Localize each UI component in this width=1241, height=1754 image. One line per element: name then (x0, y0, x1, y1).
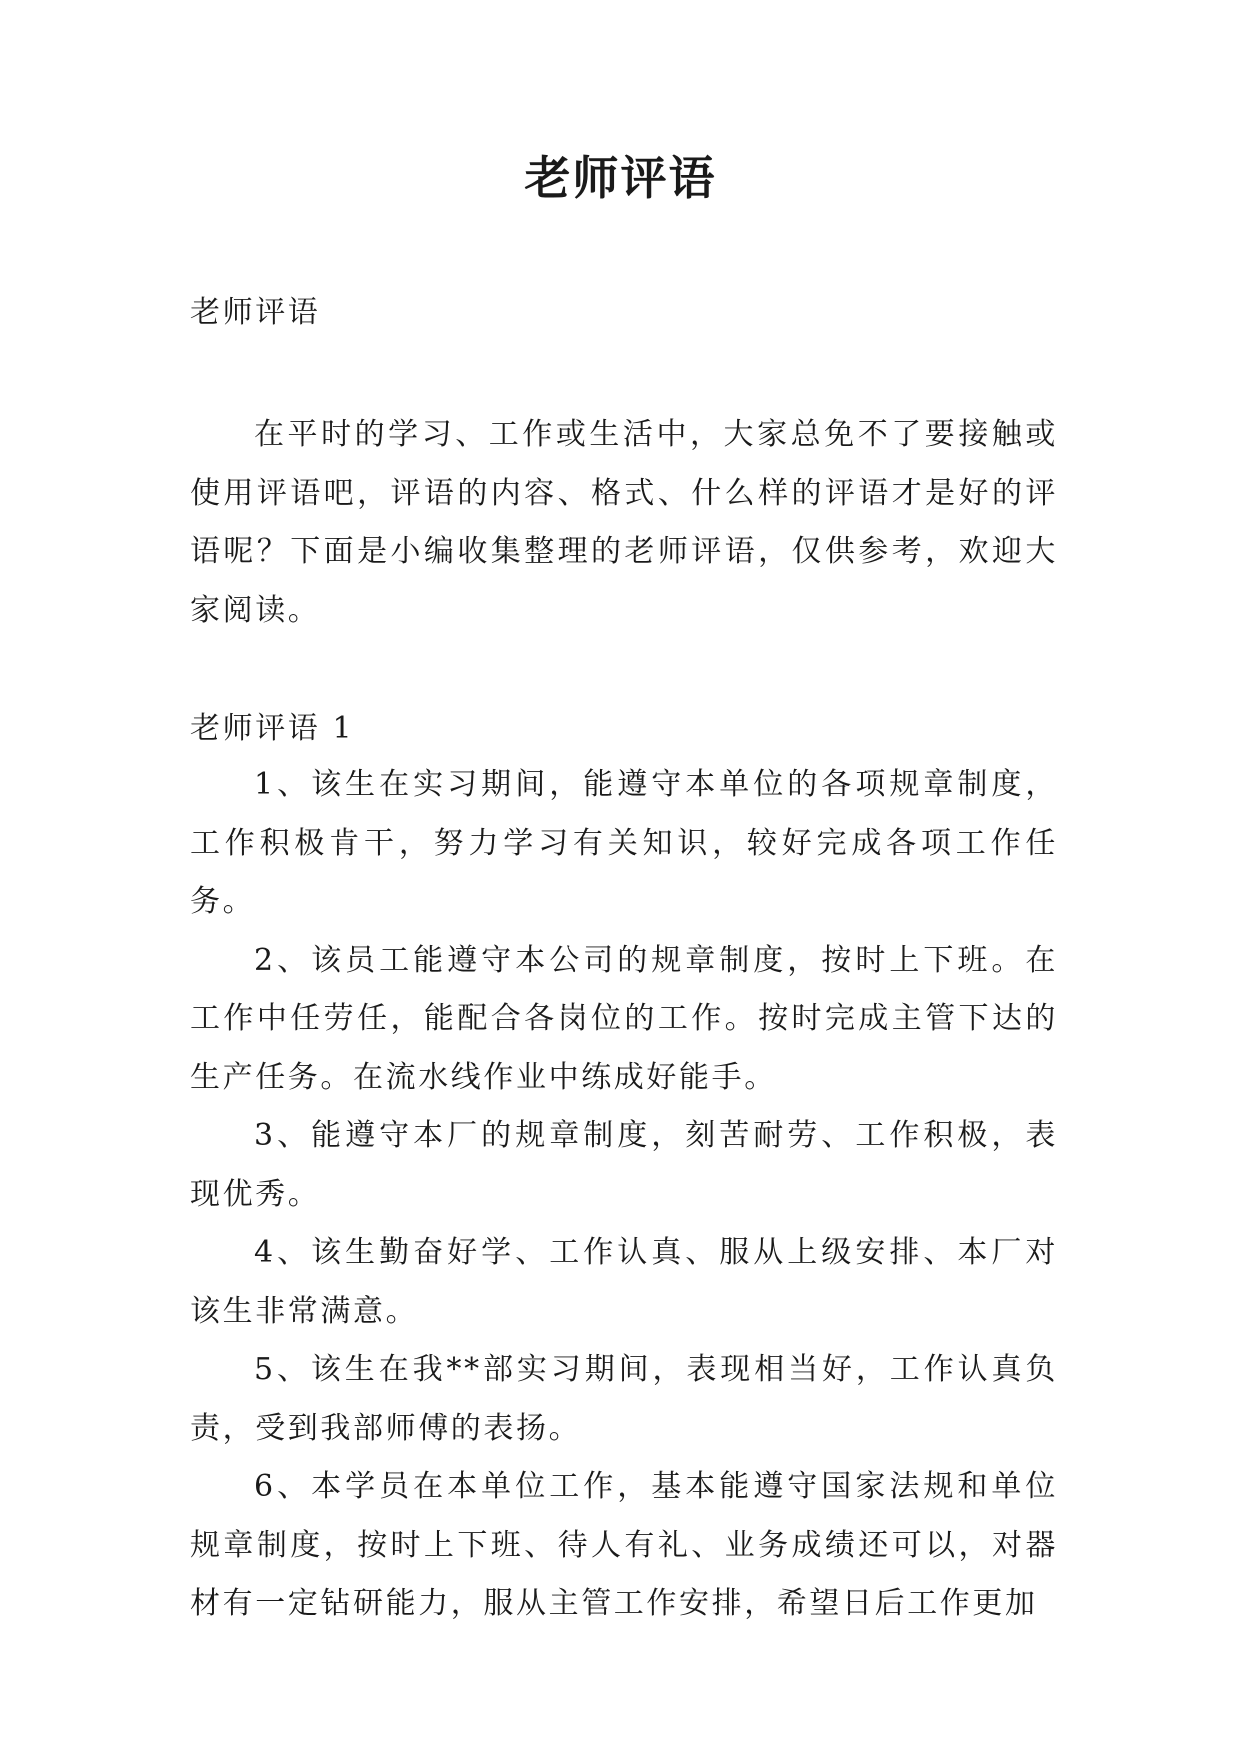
comments-list (190, 756, 1058, 1634)
document-title: 老师评语 (524, 151, 717, 205)
comment-item: 3、能遵守本厂的规章制度，刻苦耐劳、工作积极，表现优秀。 (190, 1118, 1058, 1212)
comment-item: 6、本学员在本单位工作，基本能遵守国家法规和单位规章制度，按时上下班、待人有礼、业务成绩还可以，对器材有一定钻研能力，服从主管工作安排，希望日后工作更加 (190, 1469, 1058, 1621)
section-heading: 老师评语 1 (190, 711, 355, 746)
comment-item: 5、该生在我**部实习期间，表现相当好，工作认真负责，受到我部师傅的表扬。 (190, 1352, 1058, 1446)
comment-item: 4、该生勤奋好学、工作认真、服从上级安排、本厂对该生非常满意。 (190, 1235, 1058, 1329)
comment-item: 2、该员工能遵守本公司的规章制度，按时上下班。在工作中任劳任，能配合各岗位的工作。按时完成主管下达的生产任务。在流水线作业中练成好能手。 (190, 942, 1058, 1095)
comment-item: 1、该生在实习期间，能遵守本单位的各项规章制度，工作积极肯干，努力学习有关知识，较好完成各项工作任务。 (190, 767, 1058, 919)
intro-paragraph: 在平时的学习、工作或生活中，大家总免不了要接触或使用评语吧，评语的内容、格式、什么样的评语才是好的评语呢？下面是小编收集整理的老师评语，仅供参考，欢迎大家阅读。 (190, 417, 1058, 628)
document-subtitle: 老师评语 (190, 295, 321, 330)
